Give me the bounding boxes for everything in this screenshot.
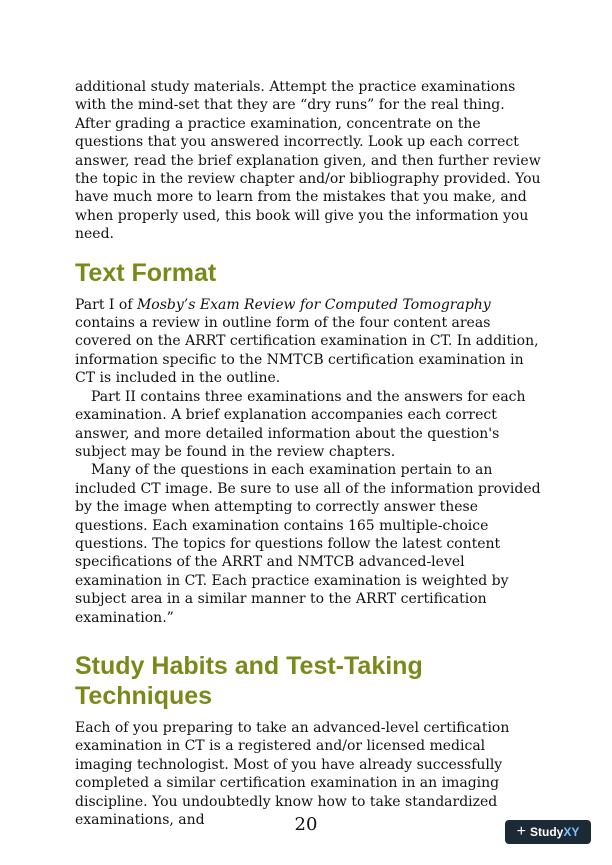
- brand-name: [530, 825, 579, 839]
- plus-icon: +: [516, 823, 526, 840]
- text-format-paragraph-2: Part II contains three examinations and the answers for each examination. A brief explanation accompanies each correct answer, and more detailed information about the question's subject may be found in the review chapters.: [75, 388, 526, 460]
- text-format-paragraph-3: Many of the questions in each examination pertain to an included CT image. Be sure to use all of the information provided by the image when attempting to correctly answer these questions. Each examination contains 165 multiple-choice questions. The topics for questions follow the latest content specifications of the ARRT and NMTCB advanced-level examination in CT. Each practice examination is weighted by subject area in a similar manner to the ARRT certification examination.”: [75, 462, 541, 626]
- intro-paragraph: additional study materials. Attempt the practice examinations with the mind-set that they are “dry runs” for the real thing. After grading a practice examination, concentrate on the questions that you answered incorrectly. Look up each correct answer, read the brief explanation given, and then further review the topic in the review chapter and/or bibliography provided. You have much more to learn from the mistakes that you make, and when properly used, this book will give you the information you need.: [75, 79, 541, 243]
- text-format-paragraph-1: [75, 296, 543, 388]
- section-heading-study-habits: Study Habits and Test-Taking Techniques: [75, 651, 423, 710]
- brand-main: Study: [529, 825, 564, 839]
- text-format-suffix: contains a review in outline form of the four content areas covered on the ARRT certification examination in CT. In addition, information specific to the NMTCB certification examination in CT is included in the outline.: [75, 315, 539, 387]
- studyxy-badge[interactable]: [505, 820, 591, 844]
- brand-accent: XY: [563, 825, 580, 839]
- text-format-prefix: Part I of: [75, 296, 137, 313]
- book-title: Mosby’s Exam Review for Computed Tomography: [136, 296, 491, 313]
- section-heading-text-format: Text Format: [75, 258, 217, 287]
- page-number: 20: [294, 814, 318, 835]
- page-content: [75, 78, 543, 829]
- study-habits-paragraph-1: Each of you preparing to take an advanced-level certification examination in CT is a registered and/or licensed medical imaging technologist. Most of you have already successfully completed a similar certification examination in an imaging discipline. You undoubtedly know how to take standardized examinations, and: [75, 719, 510, 828]
